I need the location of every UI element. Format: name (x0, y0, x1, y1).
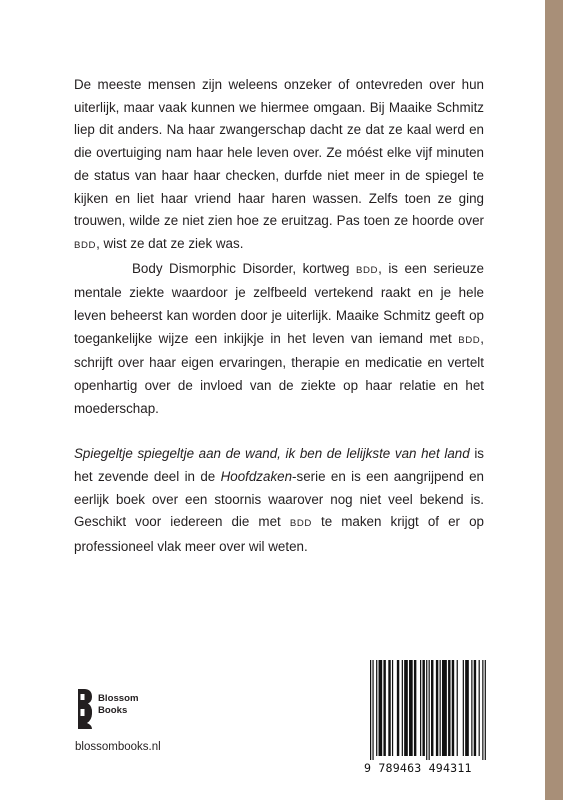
publisher-logo (77, 689, 177, 729)
barcode-bar (392, 660, 393, 756)
barcode-bar (404, 660, 408, 756)
barcode-bar (420, 660, 421, 756)
barcode-bar (442, 660, 447, 756)
barcode-bar (479, 660, 480, 756)
barcode-bar (422, 660, 424, 756)
barcode-bar (383, 660, 385, 756)
barcode-bar (376, 660, 377, 756)
barcode-bar (370, 660, 371, 760)
barcode-bar (448, 660, 450, 756)
blurb-paragraph-3: Spiegeltje spiegeltje aan de wand, ik ben de lelijkste van het land is het zevende deel in de Hoofdzaken-serie en is een aangrijpend en eerlijk boek over een stoornis waarover nog niet veel bekend is. Geschikt voor iedereen die met BDD te maken krijgt of er op professioneel vlak meer over wil weten. (74, 446, 484, 555)
series-name: Hoofdzaken (220, 468, 293, 484)
barcode-bar (379, 660, 383, 756)
barcode-bar (474, 660, 476, 756)
book-title: Spiegeltje spiegeltje aan de wand, ik ben de lelijkste van het land (74, 446, 470, 462)
barcode-bar (471, 660, 472, 756)
logo-wordmark: Blossom Books (98, 693, 139, 716)
barcode-bar (372, 660, 373, 760)
barcode-bar (397, 660, 399, 756)
isbn-digits: 9 789463 494311 (364, 761, 472, 775)
blurb-paragraph-1: De meeste mensen zijn weleens onzeker of ontevreden over hun uiterlijk, maar vaak kunnen we hiermee omgaan. Bij Maaike Schmitz liep dit anders. Na haar zwangerschap dacht ze dat ze kaal werd en die overtuiging nam haar hele leven over. Ze móést elke vijf minuten de status van haar haar checken, durfde niet meer in de spiegel te kijken en liet haar vriend haar haren wassen. Zelfs toen ze ging trouwen, wilde ze niet zien hoe ze eruitzag. Pas toen ze hoorde over BDD, wist ze dat ze ziek was. (74, 77, 484, 251)
barcode-bar (431, 660, 433, 756)
blurb-paragraph-2: Body Dismorphic Disorder, kortweg BDD, is een serieuze mentale ziekte waardoor je zelfbeeld vertekend raakt en je hele leven beheerst kan worden door je uiterlijk. Maaike Schmitz geeft op toegankelijke wijze een inkijkje in het leven van iemand met BDD, schrijft over haar eigen ervaringen, therapie en medicatie en vertelt openhartig over de invloed van de ziekte op haar relatie en het moederschap. (74, 260, 484, 416)
isbn-barcode (364, 660, 488, 760)
publisher-website: blossombooks.nl (75, 741, 161, 753)
barcode-bar (463, 660, 464, 756)
barcode-bar (409, 660, 413, 756)
barcode-bar (414, 660, 416, 756)
barcode-bar (452, 660, 454, 756)
barcode-bar (402, 660, 403, 756)
barcode-bar (388, 660, 390, 756)
barcode-bar (436, 660, 438, 756)
barcode-bar (482, 660, 483, 760)
barcode-bar (429, 660, 430, 760)
back-cover-blurb (74, 74, 484, 559)
barcode-bar (485, 660, 486, 760)
barcode-bar (426, 660, 427, 760)
barcode-bar (440, 660, 441, 756)
barcode-bar (465, 660, 469, 756)
blossom-logo-icon (77, 689, 93, 729)
barcode-bar (457, 660, 458, 756)
spine-edge (545, 0, 563, 800)
